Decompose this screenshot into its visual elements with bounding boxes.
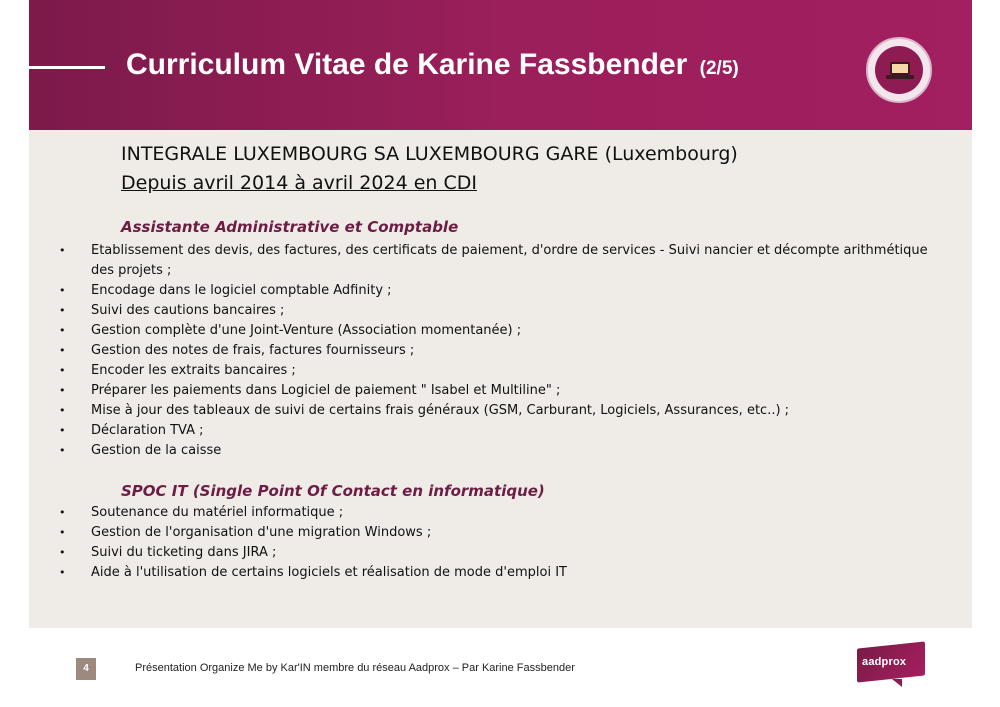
list-item: • Soutenance du matériel informatique ; [0, 503, 950, 523]
aadprox-logo-tail [892, 679, 902, 687]
list-item: • Gestion complète d'une Joint-Venture (Association momentanée) ; [0, 321, 950, 341]
list-item: • Etablissement des devis, des factures, des certificats de paiement, d'ordre de services - Suivi nancier et décompte arithmétique des projets ; [0, 241, 950, 281]
list-item: • Déclaration TVA ; [0, 421, 950, 441]
header-accent-line [29, 66, 105, 69]
list-item: • Encodage dans le logiciel comptable Adfinity ; [0, 281, 950, 301]
company-name: INTEGRALE LUXEMBOURG SA LUXEMBOURG GARE (Luxembourg) [121, 143, 738, 165]
list-item: • Préparer les paiements dans Logiciel de paiement " Isabel et Multiline" ; [0, 381, 950, 401]
list-item: • Suivi du ticketing dans JIRA ; [0, 543, 950, 563]
list-item: • Gestion de l'organisation d'une migration Windows ; [0, 523, 950, 543]
title-suffix: (2/5) [699, 58, 739, 79]
employment-period: Depuis avril 2014 à avril 2024 en CDI [121, 172, 477, 194]
logo-badge [875, 46, 923, 94]
page-number: 4 [76, 658, 96, 680]
section-title-admin: Assistante Administrative et Comptable [121, 218, 459, 236]
laptop-base-icon [886, 75, 914, 79]
footer-text: Présentation Organize Me by Kar'IN membre du réseau Aadprox – Par Karine Fassbender [135, 662, 575, 674]
laptop-icon [890, 62, 910, 75]
aadprox-logo-text: aadprox [862, 656, 907, 668]
list-item: • Mise à jour des tableaux de suivi de certains frais généraux (GSM, Carburant, Logiciels, Assurances, etc..) ; [0, 401, 950, 421]
page-title [126, 48, 739, 82]
it-task-list [0, 503, 950, 583]
section-title-it: SPOC IT (Single Point Of Contact en informatique) [121, 482, 545, 500]
list-item: • Gestion de la caisse [0, 441, 950, 461]
list-item: • Aide à l'utilisation de certains logiciels et réalisation de mode d'emploi IT [0, 563, 950, 583]
list-item: • Encoder les extraits bancaires ; [0, 361, 950, 381]
admin-task-list [0, 241, 950, 461]
list-item: • Gestion des notes de frais, factures fournisseurs ; [0, 341, 950, 361]
list-item: • Suivi des cautions bancaires ; [0, 301, 950, 321]
organize-me-logo [866, 37, 932, 103]
title-main: Curriculum Vitae de Karine Fassbender [126, 48, 688, 81]
